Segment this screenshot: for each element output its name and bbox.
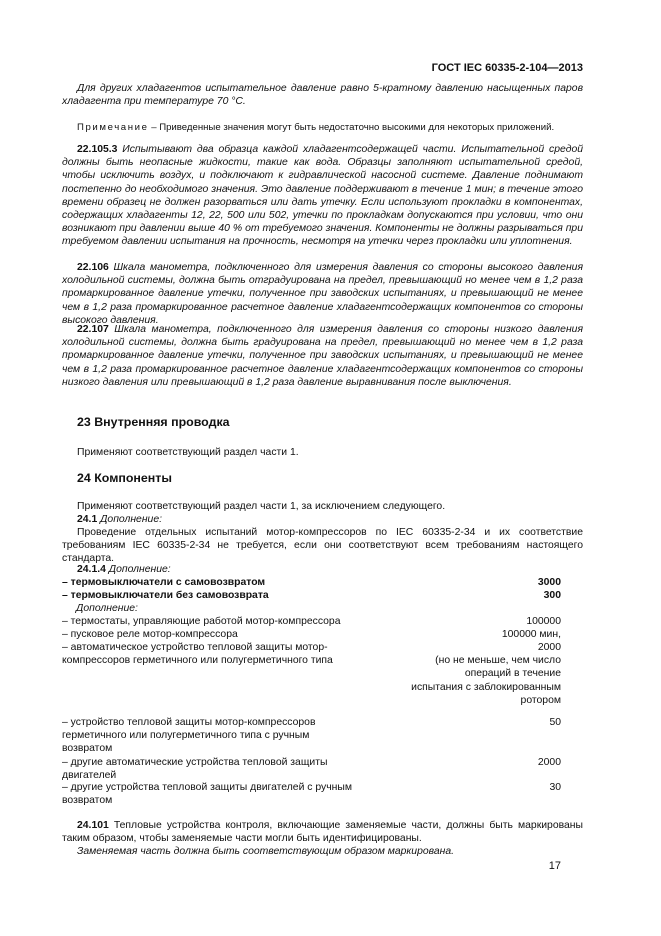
- clause-22-105-3: [62, 143, 583, 249]
- row-label: – пусковое реле мотор-компрессора: [62, 629, 238, 640]
- clause-number: 22.105.3: [77, 144, 118, 155]
- row-value: 50: [549, 717, 561, 728]
- row-label: [62, 756, 327, 782]
- row-label: [62, 781, 352, 807]
- row-label-line: – устройство тепловой защиты мотор-компрессоров: [62, 717, 316, 728]
- row-label: [62, 716, 315, 756]
- row-label-line: герметичного или полугерметичного типа с ручным: [62, 730, 310, 742]
- clause-label: Дополнение:: [97, 514, 163, 525]
- row-value: 300: [543, 590, 561, 601]
- paragraph-other-refrigerants: Для других хладагентов испытательное давление равно 5-кратному давлению насыщенных паров хладагента при температуре 70 °С.: [62, 83, 583, 108]
- paragraph-23: Применяют соответствующий раздел части 1.: [77, 447, 299, 458]
- clause-number: 22.106: [77, 262, 109, 273]
- page-number: 17: [548, 860, 561, 872]
- clause-number: 24.101: [77, 820, 109, 831]
- paragraph-24: Применяют соответствующий раздел части 1, за исключением следующего.: [77, 501, 446, 512]
- note-label: Примечание: [77, 122, 149, 133]
- row-value: 2000: [537, 757, 561, 768]
- row-value: [411, 641, 561, 707]
- clause-label: Дополнение:: [105, 564, 171, 575]
- row-value: 3000: [537, 577, 561, 588]
- paragraph-24-101-b: Заменяемая часть должна быть соответствующим образом маркирована.: [77, 846, 454, 857]
- row-value: 100000: [526, 616, 561, 627]
- row-label-line: – автоматическое устройство тепловой защиты мотор-: [62, 642, 328, 653]
- section-heading-23: 23 Внутренняя проводка: [77, 415, 230, 429]
- row-label: [62, 641, 333, 667]
- clause-22-106: [62, 261, 583, 327]
- row-value-line: 2000: [537, 642, 561, 653]
- clause-24-1: [62, 513, 583, 526]
- row-value: 100000 мин,: [501, 629, 561, 640]
- table-row: [62, 641, 561, 707]
- clause-number: 24.1.4: [77, 564, 106, 575]
- row-label-line: компрессоров герметичного или полугерметичного типа: [62, 655, 333, 667]
- row-label: – термовыключатели без самовозврата: [62, 590, 269, 601]
- row-value: 30: [549, 782, 561, 793]
- row-label: – термовыключатели с самовозвратом: [62, 577, 266, 588]
- paragraph-24-1: Проведение отдельных испытаний мотор-компрессоров по IEC 60335-2-34 и их соответствие требованиям IEC 60335-2-34 не требуется, если они соответствуют всем требованиям настоящего стандарта.: [62, 527, 583, 565]
- row-value-line: ротором: [520, 694, 561, 706]
- row-value-line: испытания с заблокированным: [411, 681, 561, 693]
- clause-text: Шкала манометра, подключенного для измерения давления со стороны низкого давления холодильной системы, должна быть градуирована на предел, превышающий но менее чем в 1,2 раза промаркированное давление утечки, полученное при заводских испытаниях, и превышающий не менее чем в 1,2 раза промаркированное расчетное давление хладагентсодержащих компонентов со стороны низкого давления или превышающий в 1,2 раза давление выравнивания после выключения.: [62, 324, 583, 388]
- clause-text: Испытывают два образца каждой хладагентсодержащей части. Испытательной средой должны быть неопасные жидкости, такие как вода. Образцы заполняют испытательной средой, чтобы исключить воздух, и подключают к гидравлической насосной системе. Давление поднимают постепенно до необходимого значения. Это давление поддерживают в течение 1 мин; в течение этого времени образец не должен разорваться или дать утечку. Если используют прокладки в компонентах, содержащих хладагенты 12, 22, 500 или 502, утечки по прокладкам допускаются при условии, что они возникают при давлении выше 40 % от требуемого значения. Компоненты не должны разрываться при требуемом давлении испытания на прочность, несмотря на утечки через прокладки или уплотнения.: [62, 144, 583, 248]
- clause-24-1-4: [62, 563, 583, 576]
- clause-22-107: [62, 323, 583, 389]
- addition-label: Дополнение:: [76, 603, 138, 614]
- clause-text: Тепловые устройства контроля, включающие заменяемые части, должны быть маркированы таким образом, чтобы заменяемые части могли быть идентифицированы.: [62, 820, 583, 845]
- section-heading-24: 24 Компоненты: [77, 471, 172, 485]
- clause-text: Шкала манометра, подключенного для измерения давления со стороны высокого давления холодильной системы, должна быть отградуирована на предел, превышающий но менее чем в 1,2 раза промаркированное давление утечки, полученное при заводских испытаниях, и превышающий не менее чем в 1,2 раза промаркированное расчетное давление хладагентсодержащих компонентов со стороны высокого давления.: [62, 262, 583, 326]
- row-label-line: – другие автоматические устройства тепловой защиты: [62, 757, 328, 768]
- note: [62, 121, 583, 134]
- row-value-line: (но не меньше, чем число: [435, 655, 561, 667]
- clause-number: 24.1: [77, 514, 98, 525]
- document-header: ГОСТ IEC 60335-2-104—2013: [431, 62, 583, 74]
- row-label-line: возвратом: [62, 795, 113, 807]
- row-label-line: – другие устройства тепловой защиты двигателей с ручным: [62, 782, 352, 793]
- row-label-line: возвратом: [62, 743, 113, 755]
- row-value-line: операций в течение: [464, 668, 561, 680]
- note-text: – Приведенные значения могут быть недостаточно высокими для некоторых приложений.: [148, 122, 555, 133]
- row-label-line: двигателей: [62, 770, 117, 782]
- clause-number: 22.107: [77, 324, 109, 335]
- clause-24-101: [62, 819, 583, 845]
- row-label: – термостаты, управляющие работой мотор-компрессора: [62, 616, 341, 627]
